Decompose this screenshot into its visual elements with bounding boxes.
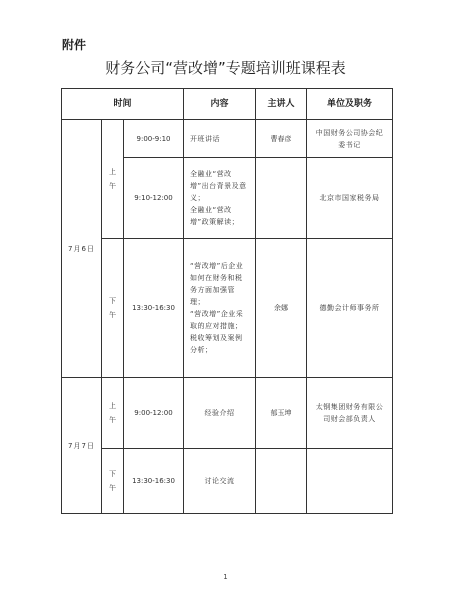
col-header-unit: 单位及职务 — [307, 89, 393, 120]
time-cell: 9:10-12:00 — [124, 158, 184, 239]
content-cell: 经验介绍 — [184, 378, 256, 449]
period-cell-am: 上午 — [102, 120, 124, 239]
content-cell: 全融业“营改增”出台背景及意义； 全融业“营改增”政策解读； — [184, 158, 256, 239]
unit-cell — [307, 449, 393, 514]
speaker-cell: 郁玉坤 — [256, 378, 307, 449]
page-number: 1 — [223, 573, 228, 581]
speaker-cell — [256, 158, 307, 239]
content-cell: “营改增”后企业如何在财务和税务方面加强管理； “营改增”企业采取的应对措施； 税收筹划及案例分析； — [184, 239, 256, 378]
table-row — [62, 120, 393, 158]
unit-cell: 太钢集团财务有限公司财会部负责人 — [307, 378, 393, 449]
table-row — [62, 449, 393, 514]
time-cell: 13:30-16:30 — [124, 449, 184, 514]
period-cell-am: 上午 — [102, 378, 124, 449]
time-cell: 9:00-9:10 — [124, 120, 184, 158]
unit-cell: 中国财务公司协会纪委书记 — [307, 120, 393, 158]
unit-cell: 德勤会计师事务所 — [307, 239, 393, 378]
period-cell-pm: 下午 — [102, 449, 124, 514]
content-cell: 讨论交流 — [184, 449, 256, 514]
table-row — [62, 239, 393, 378]
speaker-cell: 曹春彦 — [256, 120, 307, 158]
attachment-label: 附件 — [62, 38, 87, 52]
speaker-cell: 余娜 — [256, 239, 307, 378]
time-cell: 13:30-16:30 — [124, 239, 184, 378]
table-row — [62, 378, 393, 449]
speaker-cell — [256, 449, 307, 514]
content-cell: 开班讲话 — [184, 120, 256, 158]
document-title: 财务公司“营改增”专题培训班课程表 — [105, 59, 346, 77]
col-header-time: 时间 — [62, 89, 184, 120]
unit-cell: 北京市国家税务局 — [307, 158, 393, 239]
header-row — [62, 89, 393, 120]
period-cell-pm: 下午 — [102, 239, 124, 378]
date-cell: 7月7日 — [62, 378, 102, 514]
col-header-content: 内容 — [184, 89, 256, 120]
col-header-speaker: 主讲人 — [256, 89, 307, 120]
date-cell: 7月6日 — [62, 120, 102, 378]
time-cell: 9:00-12:00 — [124, 378, 184, 449]
schedule-table — [61, 88, 393, 514]
